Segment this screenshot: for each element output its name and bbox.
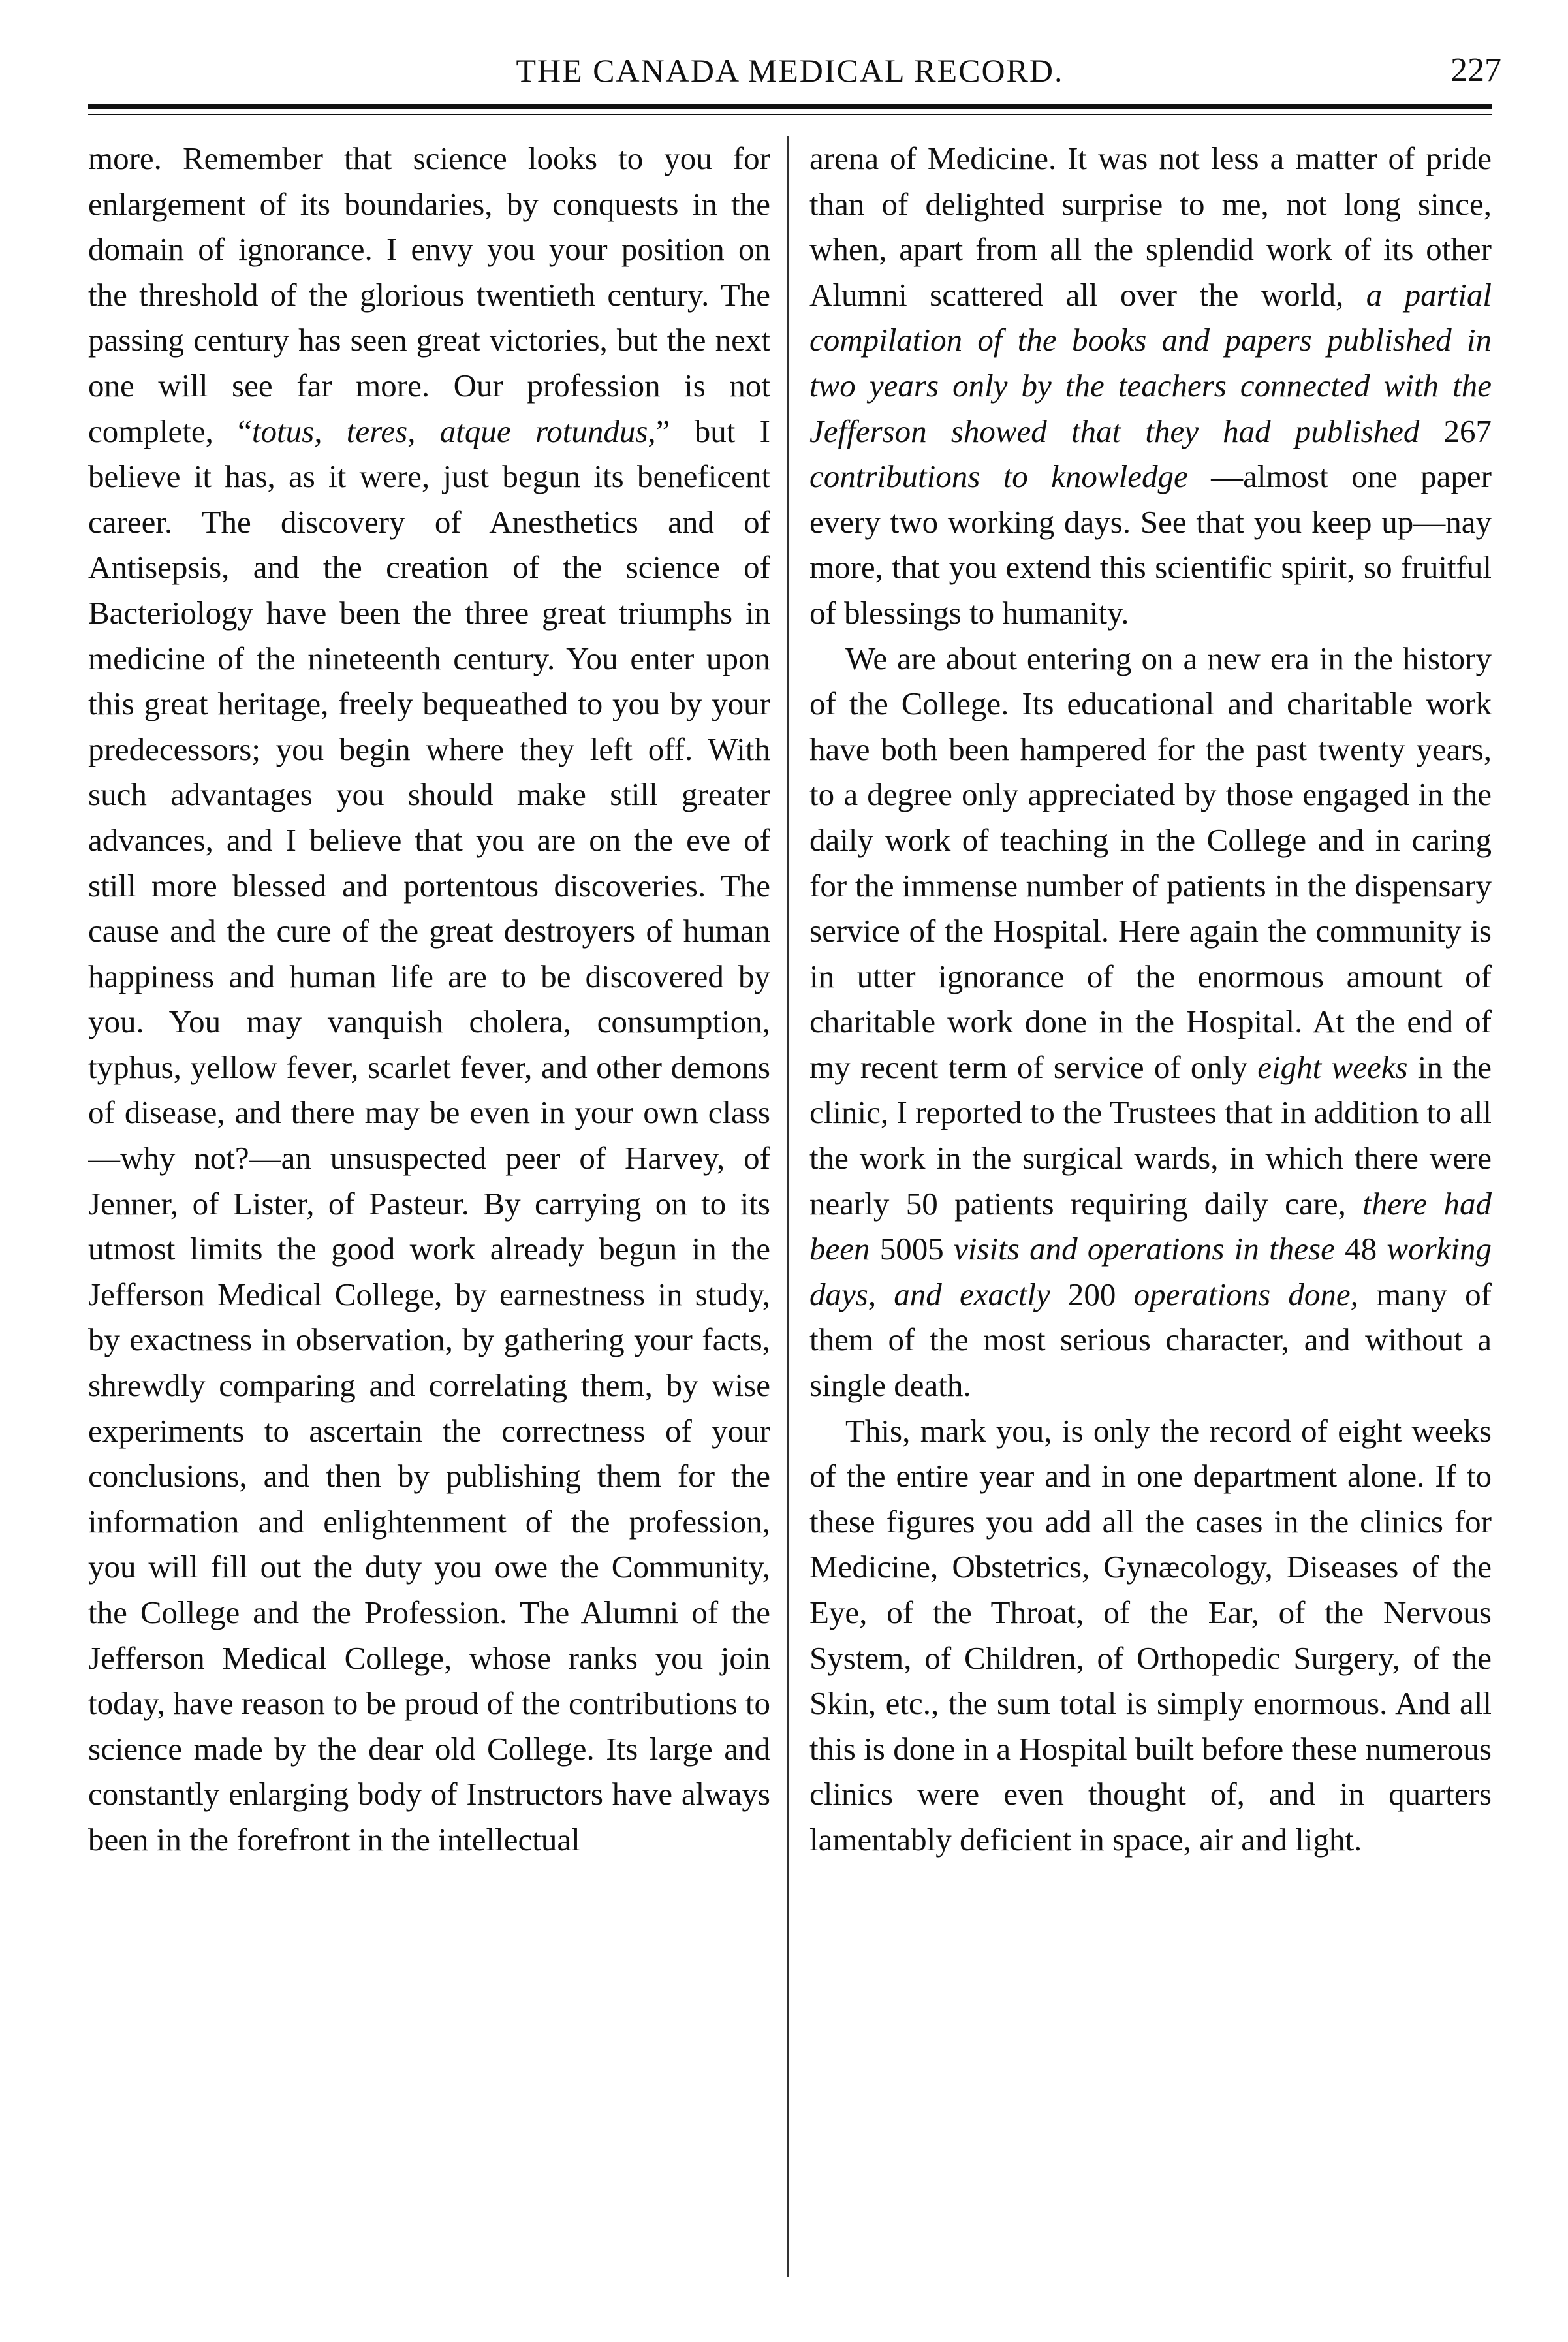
paragraph [809, 636, 1492, 1408]
text-run: many of them of the most serious character, and without a single death. [809, 1276, 1492, 1404]
text-run: We are about entering on a new era in the history of the College. Its educational and charitable work have both been hampered for the past twenty years, to a degree only appreciated by those engaged in the daily work of teaching in the College and in caring for the immense number of patients in the dispensary service of the Hospital. Here again the community is in utter ignorance of the enormous amount of charitable work done in the Hospital. At the end of my recent term of service of only [809, 640, 1492, 1085]
italic-text-run: operations done, [1133, 1276, 1358, 1312]
text-run: 200 [1050, 1276, 1134, 1312]
page-number: 227 [1450, 52, 1501, 89]
text-run: 267 [1419, 413, 1492, 449]
text-run: more. Remember that science looks to you for enlargement of its boundaries, by conquests in the domain of ignorance. I envy you your position on the threshold of the glorious twentieth century. The passing century has seen great victories, but the next one will see far more. Our profession is not complete, “ [88, 140, 770, 449]
text-run: ” but I believe it has, as it were, just begun its beneficent career. The discovery of Anesthetics and of Antisepsis, and the creation of the science of Bacteriology have been the three great triumphs in medicine of the nineteenth century. You enter upon this great heritage, freely bequeathed to you by your predecessors; you begin where they left off. With such advantages you should make still greater advances, and I believe that you are on the eve of still more blessed and portentous discoveries. The cause and the cure of the great destroyers of human happiness and human life are to be discovered by you. You may vanquish cholera, consumption, typhus, yellow fever, scarlet fever, and other demons of disease, and there may be even in your own class —why not?—an unsuspected peer of Harvey, of Jenner, of Lister, of Pasteur. By carrying on to its utmost limits the good work already begun in the Jefferson Medical College, by earnestness in study, by exactness in observation, by gathering your facts, shrewdly comparing and correlating them, by wise experiments to ascertain the correctness of your conclusions, and then by publishing them for the information and enlightenment of the profession, you will fill out the duty you owe the Community, the College and the Profession. The Alumni of the Jefferson Medical College, whose ranks you join today, have reason to be proud of the contributions to science made by the dear old College. Its large and constantly enlarging body of Instructors have always been in the forefront in the intellectual [88, 413, 770, 1858]
text-run: This, mark you, is only the record of eight weeks of the entire year and in one department alone. If to these figures you add all the cases in the clinics for Medicine, Obstetrics, Gynæcology, Diseases of the Eye, of the Throat, of the Ear, of the Nervous System, of Children, of Orthopedic Surgery, of the Skin, etc., the sum total is simply enormous. And all this is done in a Hospital built before these numerous clinics were even thought of, and in quarters lamentably deficient in space, air and light. [809, 1412, 1492, 1858]
italic-text-run: eight weeks [1257, 1049, 1408, 1085]
italic-text-run: a partial compilation of the books and papers published in two years only by the teachers connected with the Jefferson showed that they had published [809, 276, 1492, 449]
column-divider [787, 136, 789, 2277]
italic-text-run: there had been [809, 1185, 1492, 1267]
italic-text-run: contributions to knowledge [809, 458, 1188, 495]
text-run: —almost one paper every two working days. See that you keep up—nay more, that you extend this scientific spirit, so fruitful of blessings to humanity. [809, 458, 1492, 631]
text-run: arena of Medicine. It was not less a matter of pride than of delighted surprise to me, not long since, when, apart from all the splendid work of its other Alumni scattered all over the world, [809, 140, 1492, 313]
italic-text-run: totus, teres, atque rotundus, [251, 413, 656, 449]
italic-text-run: working days, and exactly [809, 1231, 1492, 1312]
right-text-column [809, 136, 1492, 2310]
page-header [78, 44, 1501, 97]
text-run: 5005 [870, 1231, 954, 1267]
header-rule-thick [88, 104, 1492, 109]
header-rule-thin [88, 114, 1492, 115]
left-text-column [88, 136, 770, 2310]
paragraph [809, 136, 1492, 636]
paragraph [88, 136, 770, 1863]
italic-text-run: visits and operations in these [954, 1231, 1335, 1267]
text-run: in the clinic, I reported to the Trustees that in addition to all the work in the surgical wards, in which there were nearly 50 patients requiring daily care, [809, 1049, 1492, 1222]
text-run: 48 [1334, 1231, 1387, 1267]
paragraph [809, 1408, 1492, 1863]
running-title: THE CANADA MEDICAL RECORD. [516, 52, 1064, 89]
